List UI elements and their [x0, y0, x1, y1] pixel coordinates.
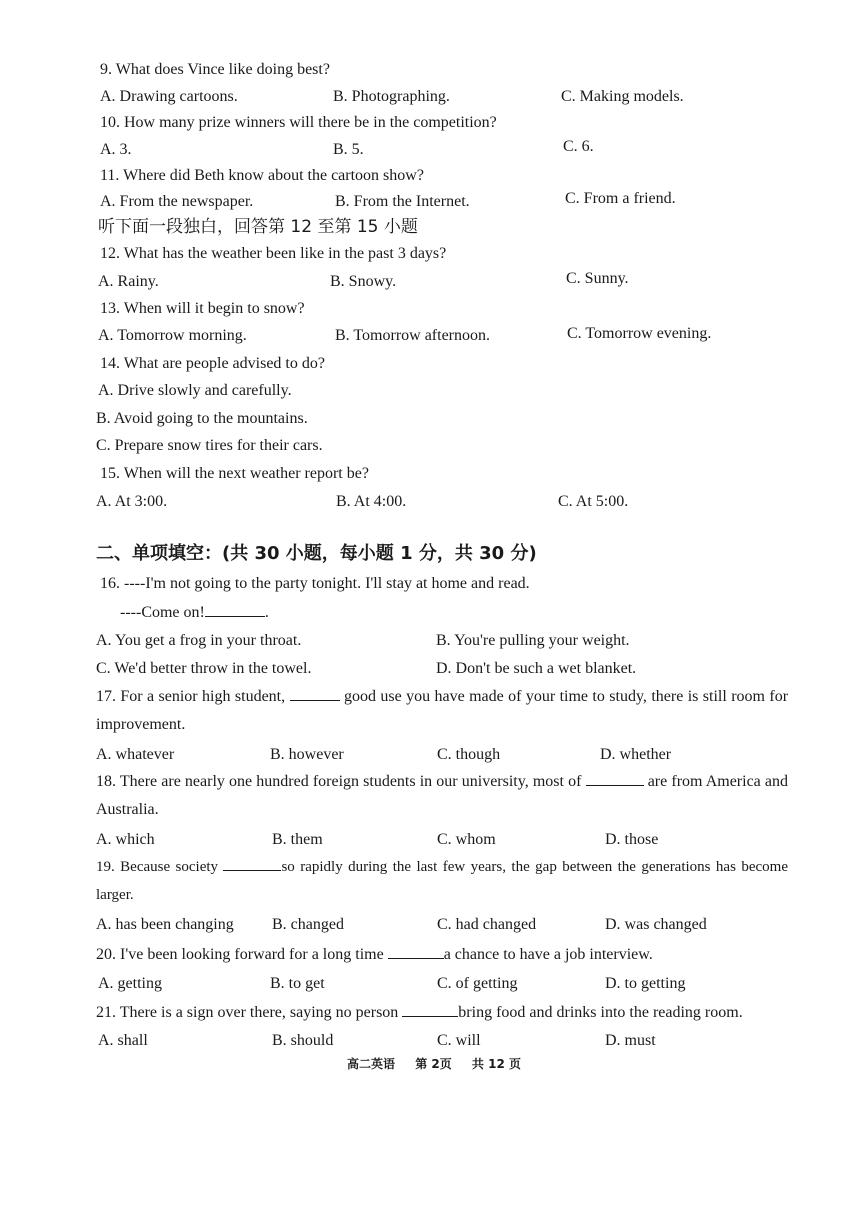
question-15-stem: 15. When will the next weather report be? — [100, 465, 369, 482]
q16-option-d: D. Don't be such a wet blanket. — [436, 660, 637, 677]
q18-option-b: B. them — [272, 831, 323, 848]
q20-option-a: A. getting — [98, 975, 162, 992]
q11-option-a: A. From the newspaper. — [100, 193, 254, 210]
q9-option-c: C. Making models. — [561, 88, 684, 105]
question-19-stem — [96, 853, 788, 909]
q13-option-c: C. Tomorrow evening. — [567, 325, 712, 342]
q12-option-b: B. Snowy. — [330, 273, 397, 290]
q20-option-c: C. of getting — [437, 975, 518, 992]
question-13-stem: 13. When will it begin to snow? — [100, 300, 305, 317]
q15-option-c: C. At 5:00. — [558, 493, 629, 510]
q19-option-d: D. was changed — [605, 916, 707, 933]
q13-option-a: A. Tomorrow morning. — [98, 327, 247, 344]
q20-stem-end: a chance to have a job interview. — [443, 946, 653, 963]
question-14-stem: 14. What are people advised to do? — [100, 355, 325, 372]
monologue-heading: 听下面一段独白，回答第 12 至第 15 小题 — [98, 217, 418, 237]
answer-blank — [223, 856, 281, 871]
q10-option-b: B. 5. — [333, 141, 364, 158]
q16-option-a: A. You get a frog in your throat. — [96, 632, 302, 649]
q19-stem-start: 19. Because society — [96, 859, 219, 875]
q18-stem-end: are from America and Australia. — [96, 773, 789, 818]
footer-page-number: 第 2页 — [415, 1057, 452, 1071]
q19-stem-end: so rapidly during the last few years, the gap between the generations has become larger. — [96, 859, 788, 903]
q16-option-c: C. We'd better throw in the towel. — [96, 660, 312, 677]
answer-blank — [388, 944, 444, 959]
q20-option-b: B. to get — [270, 975, 325, 992]
q21-stem-end: bring food and drinks into the reading room. — [458, 1004, 743, 1021]
q21-option-d: D. must — [605, 1032, 656, 1049]
footer-total-pages: 共 12 页 — [471, 1057, 521, 1071]
q14-option-b: B. Avoid going to the mountains. — [96, 410, 308, 427]
question-20-stem — [96, 944, 653, 965]
q14-option-a: A. Drive slowly and carefully. — [98, 382, 292, 399]
q21-option-b: B. should — [272, 1032, 334, 1049]
q21-option-a: A. shall — [98, 1032, 148, 1049]
q17-option-b: B. however — [270, 746, 344, 763]
question-11-stem: 11. Where did Beth know about the cartoon show? — [100, 167, 424, 184]
q16-prompt: ----Come on! — [120, 604, 205, 621]
footer-subject: 高二英语 — [347, 1057, 396, 1071]
question-18-stem — [96, 768, 788, 824]
question-16-line1: 16. ----I'm not going to the party tonight. I'll stay at home and read. — [100, 575, 530, 592]
q20-option-d: D. to getting — [605, 975, 686, 992]
question-16-line2 — [120, 602, 269, 623]
q19-option-a: A. has been changing — [96, 916, 234, 933]
q18-stem-start: 18. There are nearly one hundred foreign students in our university, most of — [96, 773, 582, 790]
answer-blank — [205, 602, 265, 617]
q20-stem-start: 20. I've been looking forward for a long time — [96, 946, 384, 963]
q17-stem-end: good use you have made of your time to study, there is still room for improvement. — [96, 688, 789, 733]
q12-option-a: A. Rainy. — [98, 273, 159, 290]
q11-option-c: C. From a friend. — [565, 190, 676, 207]
q19-option-b: B. changed — [272, 916, 344, 933]
q10-option-a: A. 3. — [100, 141, 132, 158]
q17-option-c: C. though — [437, 746, 501, 763]
q11-option-b: B. From the Internet. — [335, 193, 470, 210]
answer-blank — [402, 1002, 458, 1017]
q19-option-c: C. had changed — [437, 916, 537, 933]
q17-option-d: D. whether — [600, 746, 672, 763]
q12-option-c: C. Sunny. — [566, 270, 629, 287]
question-17-stem — [96, 683, 788, 739]
q16-option-b: B. You're pulling your weight. — [436, 632, 630, 649]
q9-option-b: B. Photographing. — [333, 88, 450, 105]
q15-option-a: A. At 3:00. — [96, 493, 168, 510]
q10-option-c: C. 6. — [563, 138, 594, 155]
q17-stem-start: 17. For a senior high student, — [96, 688, 286, 705]
answer-blank — [586, 771, 644, 786]
question-21-stem — [96, 1002, 743, 1023]
q14-option-c: C. Prepare snow tires for their cars. — [96, 437, 323, 454]
q18-option-d: D. those — [605, 831, 659, 848]
q16-period: . — [264, 604, 269, 621]
question-12-stem: 12. What has the weather been like in the past 3 days? — [100, 245, 447, 262]
answer-blank — [290, 686, 340, 701]
q21-option-c: C. will — [437, 1032, 481, 1049]
question-10-stem: 10. How many prize winners will there be in the competition? — [100, 114, 497, 131]
question-9-stem: 9. What does Vince like doing best? — [100, 61, 330, 78]
q17-option-a: A. whatever — [96, 746, 175, 763]
section-title: 二、单项填空：(共 30 小题，每小题 1 分，共 30 分) — [96, 543, 537, 564]
page-footer — [0, 1055, 868, 1072]
q15-option-b: B. At 4:00. — [336, 493, 407, 510]
q13-option-b: B. Tomorrow afternoon. — [335, 327, 490, 344]
q18-option-a: A. which — [96, 831, 155, 848]
q9-option-a: A. Drawing cartoons. — [100, 88, 238, 105]
q18-option-c: C. whom — [437, 831, 496, 848]
q21-stem-start: 21. There is a sign over there, saying no person — [96, 1004, 399, 1021]
